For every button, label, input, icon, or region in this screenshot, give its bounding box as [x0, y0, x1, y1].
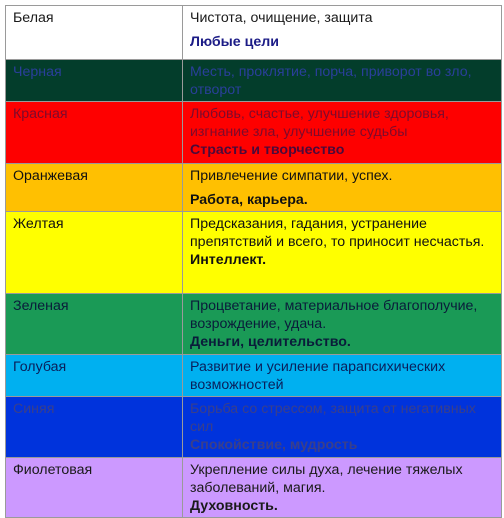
color-description-cell	[183, 164, 502, 212]
color-keywords: Работа, карьера.	[190, 192, 308, 208]
color-meaning-table	[5, 5, 502, 518]
color-description-cell	[183, 60, 502, 102]
color-keywords: Деньги, целительство.	[190, 334, 351, 350]
color-keywords: Страсть и творчество	[190, 142, 345, 158]
table-row	[6, 6, 502, 60]
color-description-cell	[183, 458, 502, 518]
color-description-cell	[183, 294, 502, 355]
color-name-cell	[6, 60, 183, 102]
color-name: Красная	[13, 106, 68, 122]
color-name-cell	[6, 164, 183, 212]
color-name-cell	[6, 6, 183, 60]
color-description: Развитие и усиление парапсихических возможностей	[190, 359, 446, 393]
color-description-cell	[183, 397, 502, 458]
color-keywords: Любые цели	[190, 34, 279, 50]
color-description: Привлечение симпатии, успех.	[190, 168, 393, 184]
color-description-cell	[183, 6, 502, 60]
color-name-cell	[6, 294, 183, 355]
color-description: Любовь, счастье, улучшение здоровья, изгнание зла, улучшение судьбы	[190, 106, 449, 140]
color-name: Фиолетовая	[13, 462, 93, 478]
color-name: Оранжевая	[13, 168, 88, 184]
color-keywords: Интеллект.	[190, 252, 267, 268]
table-row	[6, 102, 502, 164]
table-row	[6, 355, 502, 397]
color-description-cell	[183, 355, 502, 397]
color-meaning-table-frame	[5, 5, 499, 512]
color-description: Месть, проклятие, порча, приворот во зло, отворот	[190, 64, 472, 98]
table-row	[6, 164, 502, 212]
color-description: Борьба со стрессом, защита от негативных сил	[190, 401, 476, 435]
color-name-cell	[6, 397, 183, 458]
color-keywords: Спокойствие, мудрость	[190, 437, 358, 453]
table-row	[6, 294, 502, 355]
color-description: Чистота, очищение, защита	[190, 10, 373, 26]
color-description: Укрепление силы духа, лечение тяжелых заболеваний, магия.	[190, 462, 463, 496]
color-name: Голубая	[13, 359, 67, 375]
color-description-cell	[183, 102, 502, 164]
table-row	[6, 397, 502, 458]
color-description: Предсказания, гадания, устранение препятствий и всего, то приносит несчастья.	[190, 216, 485, 250]
color-name: Желтая	[13, 216, 64, 232]
table-row	[6, 212, 502, 294]
color-name: Черная	[13, 64, 62, 80]
color-description: Процветание, материальное благополучие, возрождение, удача.	[190, 298, 478, 332]
color-name-cell	[6, 458, 183, 518]
color-keywords: Духовность.	[190, 498, 278, 514]
color-name: Зеленая	[13, 298, 69, 314]
color-name-cell	[6, 102, 183, 164]
color-name: Синяя	[13, 401, 55, 417]
color-name-cell	[6, 212, 183, 294]
color-name: Белая	[13, 10, 54, 26]
table-row	[6, 60, 502, 102]
table-body	[6, 6, 502, 518]
table-row	[6, 458, 502, 518]
color-description-cell	[183, 212, 502, 294]
color-name-cell	[6, 355, 183, 397]
